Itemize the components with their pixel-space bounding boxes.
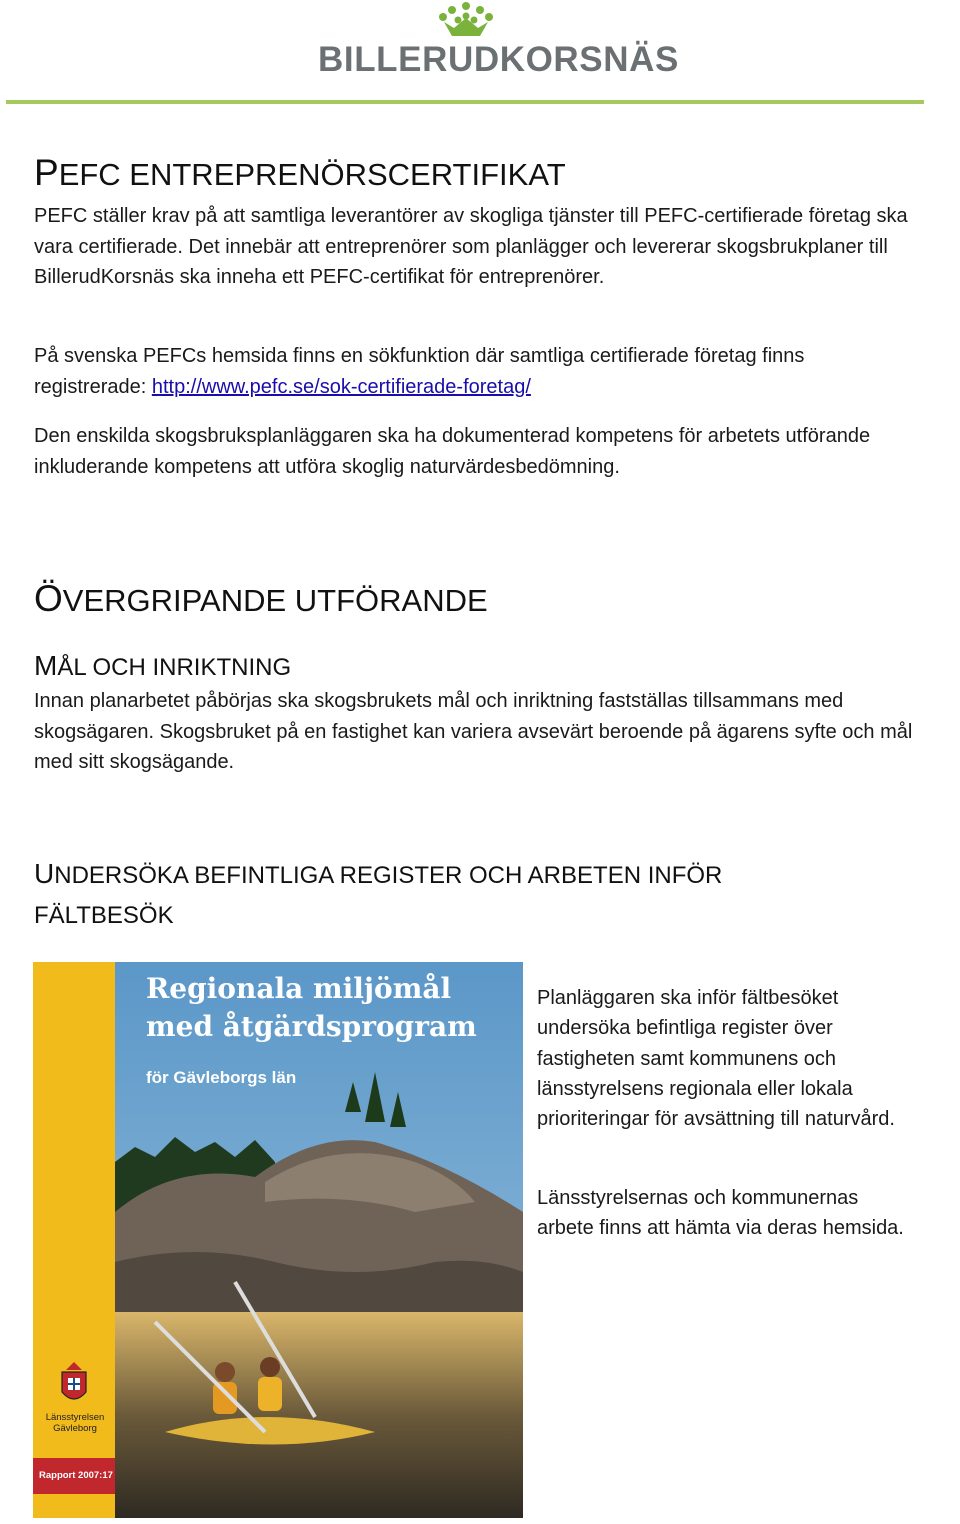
mal-paragraph: Innan planarbetet påbörjas ska skogsbrukets mål och inriktning fastställas tillsammans med skogsägaren. Skogsbruket på en fastighet kan variera avsevärt beroende på ägarens syfte och mål med sitt skogsägande. — [34, 690, 913, 773]
undersoka-paragraph-1: Planläggaren ska inför fältbesöket undersöka befintliga register över fastigheten samt kommunens och länsstyrelsens regionala eller lokala prioriteringar för avsättning till naturvård. — [537, 987, 895, 1131]
pefc-paragraph-2: På svenska PEFCs hemsida finns en sökfunktion där samtliga certifierade företag finns registrerade: http://www.pefc.se/sok-certifierade-foretag/ — [34, 345, 805, 398]
brochure-subtitle: för Gävleborgs län — [146, 1068, 297, 1087]
pefc-heading: PEFC ENTREPRENÖRSCERTIFIKAT — [34, 152, 566, 193]
company-logo-text: BILLERUDKORSNÄS — [318, 40, 679, 79]
pefc-search-link[interactable]: http://www.pefc.se/sok-certifierade-foretag/ — [151, 375, 531, 398]
brochure-title: Regionala miljömål med åtgärdsprogram — [146, 972, 477, 1043]
undersoka-paragraph-2: Länsstyrelsernas och kommunernas arbete finns att hämta via deras hemsida. — [537, 1187, 904, 1240]
undersoka-heading: UNDERSÖKA BEFINTLIGA REGISTER OCH ARBETEN INFÖR FÄLTBESÖK — [34, 858, 723, 929]
header-divider — [6, 100, 924, 104]
pefc-paragraph-3: Den enskilda skogsbruksplanläggaren ska ha dokumenterad kompetens för arbetets utförande inkluderande kompetens att utföra skoglig naturvärdesbedömning. — [34, 425, 871, 478]
coat-of-arms-icon — [58, 1360, 90, 1410]
crown-logo-icon — [438, 2, 494, 40]
pefc-paragraph-1: PEFC ställer krav på att samtliga leverantörer av skogliga tjänster till PEFC-certifierade företag ska vara certifierade. Det innebär att entreprenörer som planlägger och levererar skogsbrukplaner till BillerudKorsnäs ska inneha ett PEFC-certifikat för entreprenörer. — [34, 205, 908, 288]
brochure-report-number: Rapport 2007:17 — [33, 1458, 115, 1494]
brochure-cover-image — [33, 962, 523, 1518]
overgripande-heading: ÖVERGRIPANDE UTFÖRANDE — [34, 578, 488, 619]
brochure-organisation: Länsstyrelsen Gävleborg — [45, 1412, 105, 1434]
mal-heading: MÅL OCH INRIKTNING — [34, 650, 292, 681]
brochure-yellow-strip — [33, 962, 115, 1518]
